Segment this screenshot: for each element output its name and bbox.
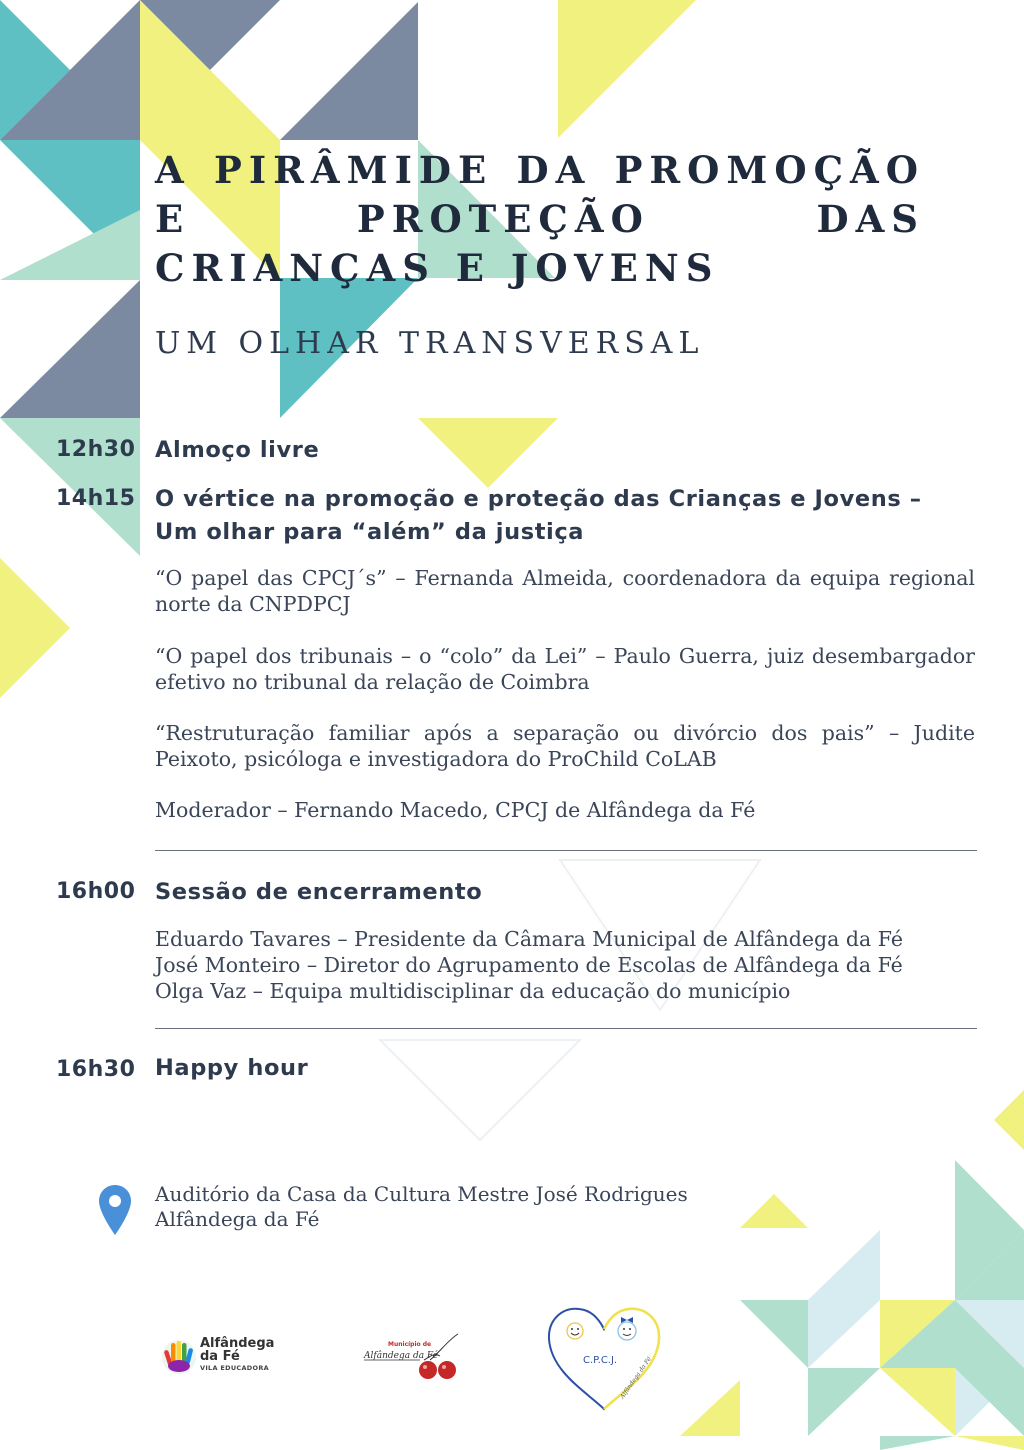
logo-municipio — [358, 1330, 468, 1382]
location-pin-icon — [98, 1184, 132, 1236]
speaker-item: Eduardo Tavares – Presidente da Câmara Municipal de Alfândega da Fé — [155, 927, 904, 951]
session-time: 12h30 — [56, 437, 136, 462]
logo-text: Alfândega da Fé — [364, 1351, 439, 1361]
hand-logo-icon — [160, 1336, 198, 1376]
logo-text: C.P.C.J. — [583, 1355, 618, 1366]
session-title: Sessão de encerramento — [155, 879, 483, 905]
session-title-line: O vértice na promoção e proteção das Crianças e Jovens – — [155, 486, 922, 512]
divider — [155, 1028, 977, 1029]
page-title: A PIRÂMIDE DA PROMOÇÃO E PROTEÇÃO DAS CRIANÇAS E JOVENS — [155, 148, 925, 290]
divider — [155, 850, 977, 851]
session-time: 16h00 — [56, 879, 136, 904]
speaker-list — [155, 926, 975, 1004]
page-subtitle: UM OLHAR TRANSVERSAL — [155, 326, 705, 361]
speaker-item: Olga Vaz – Equipa multidisciplinar da educação do município — [155, 979, 791, 1003]
session-time: 16h30 — [56, 1057, 136, 1082]
logo-vila-educadora: Alfândega da Fé VILA EDUCADORA — [160, 1334, 270, 1380]
venue-address — [155, 1182, 688, 1232]
talk-item: “O papel dos tribunais – o “colo” da Lei” – Paulo Guerra, juiz desembargador efetivo no tribunal da relação de Coimbra — [155, 644, 975, 694]
talk-item: “Restruturação familiar após a separação ou divórcio dos pais” – Judite Peixoto, psicóloga e investigadora do ProChild CoLAB — [155, 721, 975, 771]
session-title — [155, 483, 935, 549]
session-time: 14h15 — [56, 486, 136, 511]
session-title: Happy hour — [155, 1055, 309, 1081]
venue-line: Alfândega da Fé — [155, 1207, 320, 1231]
venue-line: Auditório da Casa da Cultura Mestre José Rodrigues — [155, 1182, 688, 1206]
talk-item: “O papel das CPCJ´s” – Fernanda Almeida, coordenadora da equipa regional norte da CNPDPCJ — [155, 566, 975, 616]
logo-cpcj — [545, 1305, 663, 1413]
session-title-line: Um olhar para “além” da justiça — [155, 519, 585, 545]
speaker-item: José Monteiro – Diretor do Agrupamento de Escolas de Alfândega da Fé — [155, 953, 903, 977]
logo-text: Alfândega da Fé — [618, 1355, 653, 1401]
logo-text: Município de — [388, 1341, 432, 1348]
moderator: Moderador – Fernando Macedo, CPCJ de Alfândega da Fé — [155, 798, 756, 822]
session-title: Almoço livre — [155, 437, 320, 463]
